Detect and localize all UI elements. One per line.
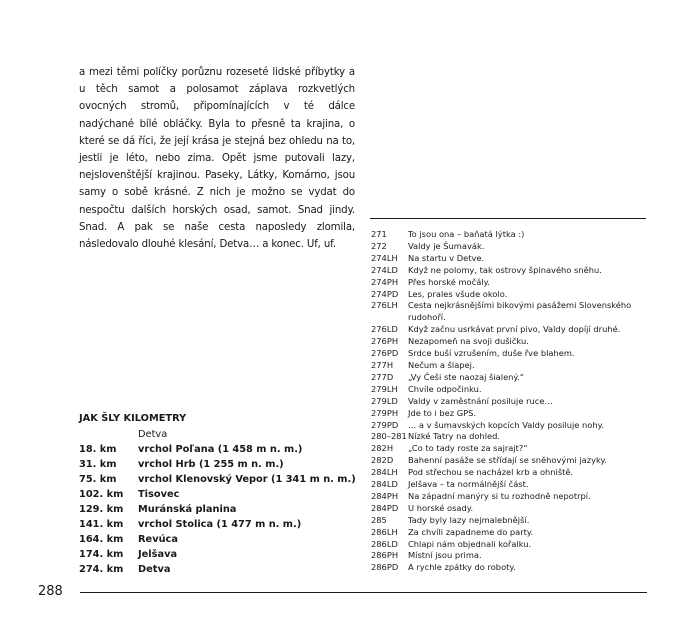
caption-ref: 282H	[371, 443, 394, 454]
caption-ref: 274PH	[371, 276, 399, 287]
caption-ref: 286LD	[371, 538, 398, 549]
caption-text: Chvíle odpočinku.	[408, 383, 482, 394]
kilometers-row	[79, 487, 369, 502]
kilometers-place: Revúca	[138, 534, 178, 545]
kilometers-distance	[79, 427, 138, 442]
kilometers-row	[79, 502, 369, 517]
caption-item	[371, 527, 651, 539]
kilometers-place: Muránská planina	[138, 504, 237, 515]
kilometers-place: vrchol Poľana (1 458 m n. m.)	[138, 444, 303, 455]
caption-ref: 284PH	[371, 490, 399, 501]
caption-text: … a v šumavských kopcích Valdy posiluje nohy.	[408, 419, 605, 430]
caption-text: To jsou ona – baňatá lýtka :)	[408, 229, 525, 239]
kilometers-row	[79, 532, 369, 547]
caption-item	[371, 467, 651, 479]
caption-ref: 277D	[371, 371, 394, 382]
kilometers-row	[79, 562, 369, 577]
caption-text: Bahenní pasáže se střídají se sněhovými jazyky.	[408, 455, 607, 466]
caption-item	[371, 348, 651, 360]
caption-item	[371, 372, 651, 384]
kilometers-place: Jelšava	[138, 549, 178, 560]
page-number: 288	[38, 584, 63, 599]
caption-text: Jde to i bez GPS.	[408, 407, 477, 418]
notes-divider	[370, 218, 646, 219]
caption-ref: 286LH	[371, 526, 398, 537]
kilometers-place: vrchol Hrb (1 255 m n. m.)	[138, 459, 284, 470]
caption-item	[371, 479, 651, 491]
caption-item	[371, 265, 651, 277]
kilometers-distance: 129. km	[79, 504, 124, 515]
caption-ref: 284PD	[371, 502, 399, 513]
caption-text: „Vy Češi ste naozaj šialený.“	[408, 371, 525, 382]
caption-item	[371, 241, 651, 253]
caption-ref: 279LD	[371, 395, 398, 406]
caption-text: Na startu v Detve.	[408, 252, 485, 263]
caption-item	[371, 300, 651, 324]
caption-item	[371, 443, 651, 455]
caption-item	[371, 229, 651, 241]
kilometers-place: Tisovec	[138, 489, 180, 500]
caption-ref: 272	[371, 240, 387, 251]
caption-ref: 279PH	[371, 407, 399, 418]
caption-item	[371, 562, 651, 574]
caption-ref: 285	[371, 514, 387, 525]
caption-text: U horské osady.	[408, 502, 474, 513]
caption-item	[371, 431, 651, 443]
kilometers-row	[79, 457, 369, 472]
footer-divider	[80, 592, 647, 593]
body-text	[79, 64, 355, 253]
caption-ref: 277H	[371, 359, 394, 370]
kilometers-row	[79, 547, 369, 562]
caption-ref: 279LH	[371, 383, 398, 394]
kilometers-row	[79, 427, 369, 442]
caption-ref: 284LD	[371, 479, 398, 490]
caption-text: A rychle zpátky do roboty.	[408, 562, 516, 573]
caption-text: Srdce buší vzrušením, duše řve blahem.	[408, 348, 575, 359]
caption-text: „Co to tady roste za sajrajt?“	[408, 443, 528, 454]
kilometers-distance: 18. km	[79, 444, 117, 455]
caption-ref: 276LD	[371, 324, 398, 335]
caption-item	[371, 515, 651, 527]
caption-item	[371, 336, 651, 348]
kilometers-row	[79, 442, 369, 457]
kilometers-table	[79, 427, 369, 577]
caption-text: Na západní manýry si tu rozhodně nepotrpí.	[408, 490, 591, 501]
caption-text: Přes horské močály.	[408, 276, 490, 287]
caption-text: Valdy je Šumavák.	[408, 240, 485, 251]
caption-text: Valdy v zaměstnání posiluje ruce…	[408, 395, 553, 406]
caption-ref: 284LH	[371, 467, 398, 478]
caption-text: Chlapi nám objednali kořalku.	[408, 538, 532, 549]
kilometers-distance: 174. km	[79, 549, 124, 560]
caption-item	[371, 277, 651, 289]
kilometers-place: vrchol Klenovský Vepor (1 341 m n. m.)	[138, 474, 356, 485]
caption-text: Jelšava – ta normálnější část.	[408, 479, 529, 490]
caption-item	[371, 420, 651, 432]
caption-text: Nezapomeň na svoji dušičku.	[408, 336, 529, 347]
kilometers-row	[79, 472, 369, 487]
caption-text: Tady byly lazy nejmalebnější.	[408, 514, 530, 525]
caption-ref: 271	[371, 229, 387, 239]
kilometers-place: Detva	[138, 429, 168, 440]
photo-captions-list	[371, 229, 651, 574]
kilometers-row	[79, 517, 369, 532]
caption-ref: 276PD	[371, 348, 399, 359]
kilometers-distance: 102. km	[79, 489, 124, 500]
caption-ref: 274PD	[371, 288, 399, 299]
caption-text: Za chvíli zapadneme do party.	[408, 526, 534, 537]
caption-text: Pod střechou se nacházel krb a ohniště.	[408, 467, 574, 478]
kilometers-distance: 274. km	[79, 564, 124, 575]
kilometers-distance: 164. km	[79, 534, 124, 545]
caption-item	[371, 360, 651, 372]
caption-ref: 274LH	[371, 252, 398, 263]
caption-ref: 282D	[371, 455, 394, 466]
caption-ref: 286PH	[371, 550, 399, 561]
caption-text: Cesta nejkrásnějšími bikovými pasážemi Slovenského rudohoří.	[408, 300, 632, 323]
caption-text: Les, prales všude okolo.	[408, 288, 508, 299]
caption-item	[371, 408, 651, 420]
caption-ref: 274LD	[371, 264, 398, 275]
kilometers-place: vrchol Stolica (1 477 m n. m.)	[138, 519, 302, 530]
caption-item	[371, 384, 651, 396]
caption-item	[371, 253, 651, 265]
caption-text: Nečum a šlapej.	[408, 359, 475, 370]
body-paragraph: a mezi těmi políčky porůznu rozeseté lidské příbytky a u těch samot a polosamot záplava rozkvetlých ovocných stromů, připomínajících v té dálce nadýchané bílé obláčky. Byla to přesně ta krajina, o které se dá říci, že její krása je stejná bez ohledu na to, jestli je léto, nebo zima. Opět jsme putovali lazy, nejslovenštější krajinou. Paseky, Látky, Komárno, jsou samy o sobě krásné. Z nich je možno se vydat do nespočtu dalších horských osad, samot. Snad jindy. Snad. A pak se naše cesta naposledy zlomila, následovalo dlouhé klesání, Detva… a konec. Uf, uf.	[79, 67, 355, 251]
caption-text: Místní jsou prima.	[408, 550, 482, 561]
kilometers-distance: 75. km	[79, 474, 117, 485]
caption-text: Když ne polomy, tak ostrovy špinavého sněhu.	[408, 264, 602, 275]
caption-item	[371, 289, 651, 301]
caption-text: Když začnu usrkávat první pivo, Valdy dopíjí druhé.	[408, 324, 621, 335]
caption-ref: 280–281	[371, 431, 407, 442]
caption-item	[371, 455, 651, 467]
kilometers-distance: 141. km	[79, 519, 124, 530]
caption-item	[371, 503, 651, 515]
caption-item	[371, 550, 651, 562]
caption-text: Nízké Tatry na dohled.	[408, 431, 501, 442]
caption-ref: 276PH	[371, 336, 399, 347]
kilometers-title: JAK ŠLY KILOMETRY	[79, 413, 187, 424]
caption-item	[371, 396, 651, 408]
caption-item	[371, 324, 651, 336]
caption-item	[371, 491, 651, 503]
kilometers-section	[79, 411, 369, 577]
caption-item	[371, 539, 651, 551]
caption-ref: 286PD	[371, 562, 399, 573]
caption-ref: 276LH	[371, 300, 398, 311]
caption-ref: 279PD	[371, 419, 399, 430]
kilometers-place: Detva	[138, 564, 171, 575]
kilometers-distance: 31. km	[79, 459, 117, 470]
